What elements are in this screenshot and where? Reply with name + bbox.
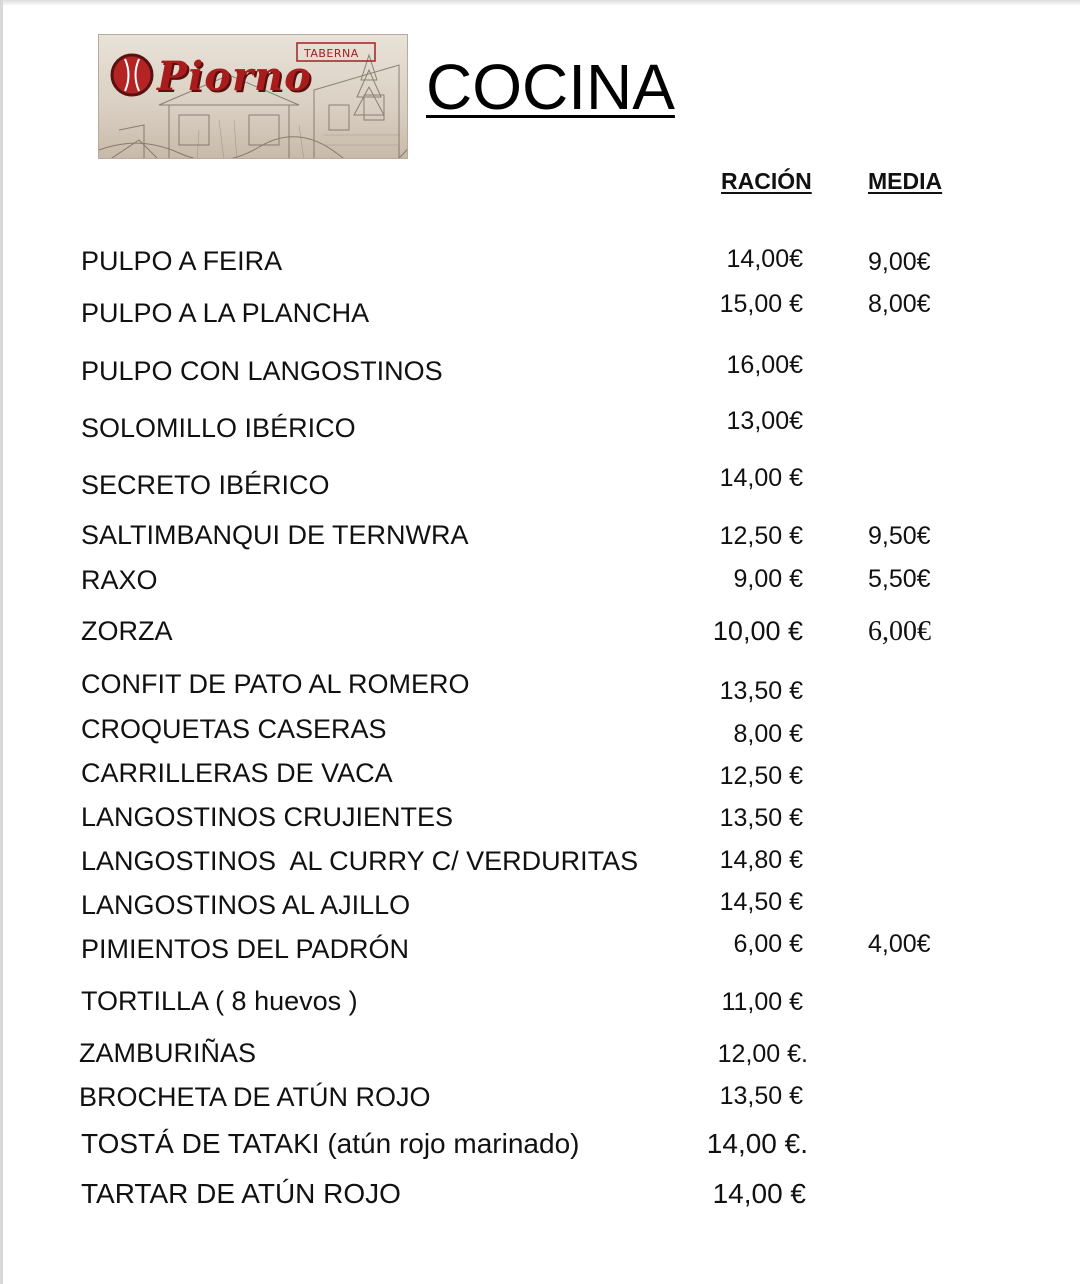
menu-item-pimientos-del-padron [0,930,1080,974]
price-racion: 15,00 € [719,290,803,318]
menu-item-langostinos-al-ajillo [0,890,1080,930]
dish-name: PULPO CON LANGOSTINOS [81,356,443,386]
price-racion: 12,00 €. [717,1040,808,1068]
price-racion: 9,00 € [733,565,803,593]
menu-item-tortilla [0,986,1080,1026]
price-media: 8,00€ [868,290,931,318]
menu-item-tartar-de-atun-rojo [0,1178,1080,1218]
page-edge-top [0,0,1080,6]
price-media: 6,00€ [868,616,931,647]
menu-item-zorza [0,616,1080,656]
dish-name: PULPO A FEIRA [81,246,283,276]
menu-item-pulpo-a-la-plancha [0,290,1080,338]
menu-item-langostinos-crujientes [0,802,1080,842]
dish-name: CARRILLERAS DE VACA [81,758,393,788]
price-media: 5,50€ [868,565,931,593]
column-header-media: MEDIA [868,168,943,194]
dish-name: SOLOMILLO IBÉRICO [81,413,356,443]
price-media: 9,00€ [868,248,931,276]
dish-name: CROQUETAS CASERAS [81,714,387,744]
dish-name: ZAMBURIÑAS [79,1038,257,1068]
dish-name: TOSTÁ DE TATAKI (atún rojo marinado) [81,1128,580,1159]
dish-name: PULPO A LA PLANCHA [81,298,370,328]
price-racion: 13,50 € [719,804,803,832]
price-racion: 14,00 €. [706,1128,808,1159]
dish-name: RAXO [81,565,158,595]
dish-name: LANGOSTINOS AL AJILLO [81,890,411,920]
dish-name: BROCHETA DE ATÚN ROJO [79,1082,431,1112]
logo-name-text: Piorno [157,53,312,100]
dish-name: TARTAR DE ATÚN ROJO [81,1178,401,1209]
price-racion: 14,50 € [719,888,803,916]
dish-name: TORTILLA ( 8 huevos ) [81,986,358,1016]
menu-item-pulpo-con-langostinos [0,351,1080,396]
price-media: 4,00€ [868,930,931,958]
price-racion: 8,00 € [733,720,803,748]
dish-name: CONFIT DE PATO AL ROMERO [81,669,470,699]
page-title: COCINA [426,51,675,123]
menu-item-tosta-de-tataki [0,1128,1080,1168]
price-racion: 14,00 € [712,1178,806,1209]
price-racion: 12,50 € [719,522,803,550]
price-racion: 6,00 € [733,930,803,958]
menu-item-raxo [0,565,1080,605]
menu-item-secreto-iberico [0,464,1080,510]
menu-item-croquetas-caseras [0,714,1080,754]
menu-item-brocheta-de-atun-rojo [0,1082,1080,1122]
price-racion: 14,00€ [726,245,803,273]
price-racion: 10,00 € [712,616,803,646]
taberna-logo [98,34,408,159]
price-racion: 13,50 € [719,677,803,705]
menu-item-saltimbanqui-de-ternera [0,520,1080,560]
menu-item-pulpo-a-feira [0,246,1080,286]
logo-taberna-text: TABERNA [304,47,359,60]
dish-name: SECRETO IBÉRICO [81,470,330,500]
dish-name: LANGOSTINOS AL CURRY C/ VERDURITAS [81,846,639,876]
menu-item-carrilleras-de-vaca [0,758,1080,798]
menu-item-zamburinas [0,1038,1080,1078]
dish-name: PIMIENTOS DEL PADRÓN [81,934,410,964]
price-racion: 13,50 € [719,1082,803,1110]
dish-name: SALTIMBANQUI DE TERNWRA [81,520,469,550]
price-media: 9,50€ [868,522,931,550]
menu-item-confit-de-pato [0,669,1080,709]
price-racion: 13,00€ [726,407,803,435]
dish-name: LANGOSTINOS CRUJIENTES [81,802,454,832]
price-racion: 14,00 € [719,464,803,492]
column-header-racion: RACIÓN [721,168,812,194]
menu-item-langostinos-al-curry [0,846,1080,886]
price-racion: 14,80 € [719,846,803,874]
price-racion: 16,00€ [726,351,803,379]
price-racion: 12,50 € [719,762,803,790]
dish-name: ZORZA [81,616,173,646]
price-racion: 11,00 € [721,988,803,1016]
menu-item-solomillo-iberico [0,407,1080,453]
